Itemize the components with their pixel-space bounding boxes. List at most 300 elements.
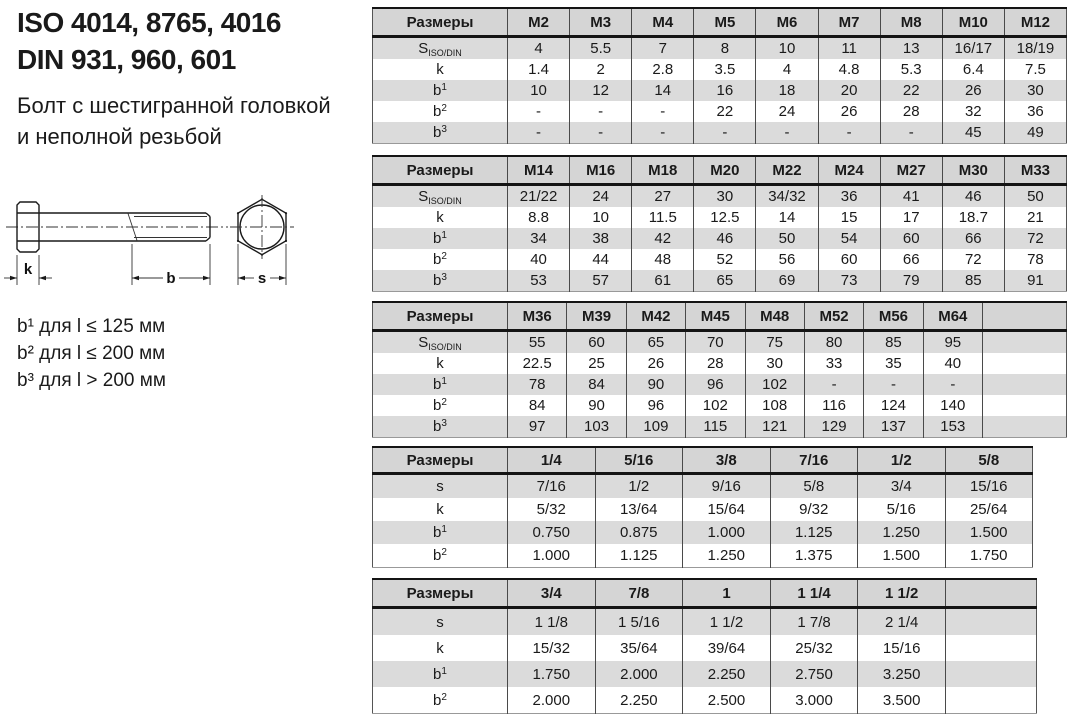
dimension-value-cell: 3.000: [770, 687, 858, 714]
dimension-value-cell: -: [864, 374, 923, 395]
b-arrow-right: [203, 276, 210, 280]
dimension-value-cell: 3.250: [858, 661, 946, 687]
dimension-value-cell: 0.750: [508, 521, 596, 544]
dimension-value-cell: 1.000: [508, 544, 596, 568]
empty-cell: [946, 635, 1037, 661]
column-header: 1: [683, 579, 771, 608]
dimension-value-cell: 78: [508, 374, 567, 395]
row-label: k: [436, 501, 444, 518]
dimension-value-cell: 53: [508, 270, 570, 292]
table-row: [373, 521, 1033, 544]
dimension-value-cell: 75: [745, 331, 804, 354]
footnotes: [17, 313, 166, 394]
row-label: s: [373, 608, 508, 636]
row-label: $b^3$: [373, 416, 508, 438]
table-row: [373, 353, 1067, 374]
dimension-value-cell: 17: [880, 207, 942, 228]
table-row: [373, 635, 1037, 661]
dimension-value-cell: 1 1/8: [508, 608, 596, 636]
row-label: $b^1$: [373, 228, 508, 249]
row-label: $b^3$: [373, 122, 508, 144]
dimension-value-cell: 96: [686, 374, 745, 395]
metric-table-m14-m33: [372, 155, 1067, 292]
dimension-value-cell: 102: [745, 374, 804, 395]
column-header: 7/8: [595, 579, 683, 608]
dimension-value-cell: 10: [570, 207, 632, 228]
column-header: M5: [694, 8, 756, 37]
dimension-value-cell: 16/17: [942, 37, 1004, 60]
bolt-technical-drawing: [0, 186, 330, 304]
dimension-value-cell: 85: [864, 331, 923, 354]
dimension-value-cell: 1.125: [595, 544, 683, 568]
subtitle-line-2: и неполной резьбой: [17, 124, 222, 149]
empty-column-header: [983, 302, 1067, 331]
dimension-value-cell: 55: [508, 331, 567, 354]
metric-table-m2-m12: [372, 7, 1067, 144]
k-arrow-right: [39, 276, 46, 280]
column-header: 5/16: [595, 447, 683, 474]
dimension-value-cell: 108: [745, 395, 804, 416]
page-subtitle: [17, 90, 331, 152]
dimension-value-cell: 95: [923, 331, 982, 354]
size-header-label: Размеры: [373, 447, 508, 474]
column-header: 1/2: [858, 447, 946, 474]
dimension-value-cell: 11.5: [632, 207, 694, 228]
dimension-value-cell: 13/64: [595, 498, 683, 521]
dimension-value-cell: 36: [818, 185, 880, 208]
table-row: [373, 374, 1067, 395]
dimension-value-cell: 24: [570, 185, 632, 208]
dimension-value-cell: 1.125: [770, 521, 858, 544]
dimension-value-cell: 42: [632, 228, 694, 249]
table-row: [373, 416, 1067, 438]
column-header: M33: [1004, 156, 1066, 185]
dimension-value-cell: 12: [570, 80, 632, 101]
table-row: [373, 661, 1037, 687]
row-label: $b^1$: [373, 80, 508, 101]
dimension-value-cell: 121: [745, 416, 804, 438]
column-header: M4: [632, 8, 694, 37]
column-header: M14: [508, 156, 570, 185]
dimension-value-cell: 16: [694, 80, 756, 101]
row-label: $b^2$: [433, 397, 447, 414]
dimension-value-cell: -: [804, 374, 863, 395]
column-header: 1 1/4: [770, 579, 858, 608]
dimension-value-cell: 34: [508, 228, 570, 249]
size-header-label: Размеры: [373, 8, 508, 37]
table-host-inch-large: [372, 578, 1037, 714]
table-row: [373, 395, 1067, 416]
dimension-value-cell: 41: [880, 185, 942, 208]
dimension-value-cell: 11: [818, 37, 880, 60]
dimension-value-cell: 15/16: [945, 474, 1033, 499]
dimension-value-cell: 102: [686, 395, 745, 416]
dimension-value-cell: 3.5: [694, 59, 756, 80]
dimension-value-cell: -: [508, 122, 570, 144]
row-label: s: [373, 474, 508, 499]
table-row: [373, 249, 1067, 270]
dimension-value-cell: 1.500: [945, 521, 1033, 544]
inch-table-threequarters-to-oneandhalf: [372, 578, 1037, 714]
dimension-value-cell: 65: [694, 270, 756, 292]
table-header-row: [373, 579, 1037, 608]
dimension-value-cell: 137: [864, 416, 923, 438]
dimension-value-cell: 7/16: [508, 474, 596, 499]
column-header: M48: [745, 302, 804, 331]
dimension-value-cell: 79: [880, 270, 942, 292]
dimension-value-cell: 50: [756, 228, 818, 249]
dimension-value-cell: 25/64: [945, 498, 1033, 521]
row-label: k: [436, 61, 444, 78]
dimension-value-cell: 30: [1004, 80, 1066, 101]
dimension-value-cell: 15/32: [508, 635, 596, 661]
s-dimension-label: s: [257, 270, 267, 287]
dimension-value-cell: 1.250: [858, 521, 946, 544]
dimension-value-cell: 60: [818, 249, 880, 270]
end-chamfer-top: [206, 213, 210, 217]
column-header: M24: [818, 156, 880, 185]
row-label: k: [436, 355, 444, 372]
column-header: M16: [570, 156, 632, 185]
footnote-b3: b³ для l > 200 мм: [17, 370, 166, 391]
dimension-value-cell: 1.4: [508, 59, 570, 80]
dimension-value-cell: 9/16: [683, 474, 771, 499]
dimension-value-cell: 32: [942, 101, 1004, 122]
dimension-value-cell: 9/32: [770, 498, 858, 521]
hex-vertex-mark: [237, 212, 239, 214]
dimension-value-cell: -: [880, 122, 942, 144]
dimension-value-cell: 7.5: [1004, 59, 1066, 80]
bolt-drawing-svg: [0, 186, 330, 304]
column-header: 7/16: [770, 447, 858, 474]
dimension-value-cell: 8.8: [508, 207, 570, 228]
row-label: $b^3$: [373, 270, 508, 292]
dimension-value-cell: 18/19: [1004, 37, 1066, 60]
dimension-value-cell: 30: [694, 185, 756, 208]
hex-vertex-mark: [285, 212, 287, 214]
dimension-value-cell: 2.8: [632, 59, 694, 80]
dimension-value-cell: 72: [942, 249, 1004, 270]
dimension-value-cell: 78: [1004, 249, 1066, 270]
dimension-value-cell: 140: [923, 395, 982, 416]
dimension-value-cell: 28: [686, 353, 745, 374]
table-row: [373, 608, 1037, 636]
column-header: M52: [804, 302, 863, 331]
empty-cell: [983, 331, 1067, 354]
dimension-value-cell: 73: [818, 270, 880, 292]
column-header: M7: [818, 8, 880, 37]
dimension-value-cell: 14: [756, 207, 818, 228]
dimension-value-cell: 4: [756, 59, 818, 80]
table-row: [373, 37, 1067, 60]
dimension-value-cell: 5.5: [570, 37, 632, 60]
dimension-value-cell: 2 1/4: [858, 608, 946, 636]
dimension-value-cell: 54: [818, 228, 880, 249]
dimension-value-cell: 50: [1004, 185, 1066, 208]
row-label: $b^2$: [433, 691, 447, 709]
table-row: [373, 270, 1067, 292]
footnote-b1: b¹ для l ≤ 125 мм: [17, 316, 166, 337]
dimension-value-cell: 25/32: [770, 635, 858, 661]
dimension-value-cell: 24: [756, 101, 818, 122]
column-header: M64: [923, 302, 982, 331]
dimension-value-cell: -: [818, 122, 880, 144]
dimension-value-cell: -: [923, 374, 982, 395]
dimension-value-cell: -: [694, 122, 756, 144]
dimension-value-cell: 1 7/8: [770, 608, 858, 636]
dimension-value-cell: -: [632, 122, 694, 144]
dimension-value-cell: 124: [864, 395, 923, 416]
dimension-value-cell: 3/4: [858, 474, 946, 499]
footnote-b2: b² для l ≤ 200 мм: [17, 343, 166, 364]
dimension-value-cell: -: [570, 122, 632, 144]
dimension-value-cell: 69: [756, 270, 818, 292]
dimension-value-cell: 10: [508, 80, 570, 101]
title-din-standards: DIN 931, 960, 601: [17, 44, 236, 75]
dimension-value-cell: -: [508, 101, 570, 122]
dimension-value-cell: 1/2: [595, 474, 683, 499]
dimension-value-cell: 90: [567, 395, 626, 416]
column-header: M12: [1004, 8, 1066, 37]
dimension-value-cell: -: [632, 101, 694, 122]
column-header: M10: [942, 8, 1004, 37]
dimension-value-cell: 2: [570, 59, 632, 80]
dimension-value-cell: 1.000: [683, 521, 771, 544]
b-arrow-left: [132, 276, 139, 280]
dimension-value-cell: 61: [632, 270, 694, 292]
empty-cell: [946, 661, 1037, 687]
metric-table-m36-m64: [372, 301, 1067, 438]
column-header: M30: [942, 156, 1004, 185]
table-row: [373, 80, 1067, 101]
dimension-value-cell: 96: [626, 395, 685, 416]
dimension-value-cell: 5.3: [880, 59, 942, 80]
column-header: M2: [508, 8, 570, 37]
column-header: 5/8: [945, 447, 1033, 474]
dimension-value-cell: 46: [694, 228, 756, 249]
table-host-inch-small: [372, 446, 1033, 568]
hex-vertex-mark: [285, 240, 287, 242]
empty-cell: [983, 374, 1067, 395]
column-header: M36: [508, 302, 567, 331]
dimension-value-cell: 2.500: [683, 687, 771, 714]
row-label: $b^1$: [373, 521, 508, 544]
dimension-value-cell: 2.000: [595, 661, 683, 687]
dimension-value-cell: 21/22: [508, 185, 570, 208]
end-chamfer-bottom: [206, 238, 210, 242]
dimension-value-cell: 3.500: [858, 687, 946, 714]
row-label: $S_{ISO/DIN}$: [373, 185, 508, 208]
row-label: k: [436, 209, 444, 226]
dimension-value-cell: 56: [756, 249, 818, 270]
empty-cell: [983, 395, 1067, 416]
dimension-value-cell: 4: [508, 37, 570, 60]
dimension-value-cell: 15: [818, 207, 880, 228]
dimension-value-cell: 25: [567, 353, 626, 374]
table-row: [373, 101, 1067, 122]
table-row: [373, 185, 1067, 208]
dimension-value-cell: 46: [942, 185, 1004, 208]
dimension-value-cell: 35/64: [595, 635, 683, 661]
dimension-value-cell: 4.8: [818, 59, 880, 80]
dimension-value-cell: 116: [804, 395, 863, 416]
dimension-value-cell: 66: [942, 228, 1004, 249]
dimension-value-cell: 129: [804, 416, 863, 438]
table-row: [373, 498, 1033, 521]
dimension-value-cell: 1 5/16: [595, 608, 683, 636]
table-row: [373, 331, 1067, 354]
dimension-value-cell: 15/64: [683, 498, 771, 521]
dimension-value-cell: 1.750: [945, 544, 1033, 568]
column-header: M22: [756, 156, 818, 185]
dimension-value-cell: 97: [508, 416, 567, 438]
row-label: k: [436, 639, 444, 657]
dimension-value-cell: 80: [804, 331, 863, 354]
row-label: $b^2$: [433, 251, 447, 268]
dimension-value-cell: -: [756, 122, 818, 144]
dimension-value-cell: 65: [626, 331, 685, 354]
table-row: [373, 59, 1067, 80]
dimension-value-cell: 0.875: [595, 521, 683, 544]
table-host-metric-m36-m64: [372, 301, 1067, 438]
dimension-value-cell: 40: [923, 353, 982, 374]
size-header-label: Размеры: [373, 579, 508, 608]
dimension-value-cell: 5/8: [770, 474, 858, 499]
dimension-value-cell: 10: [756, 37, 818, 60]
size-header-label: Размеры: [373, 302, 508, 331]
dimension-value-cell: 84: [567, 374, 626, 395]
dimension-value-cell: 33: [804, 353, 863, 374]
empty-column-header: [946, 579, 1037, 608]
dimension-value-cell: 15/16: [858, 635, 946, 661]
row-label: $S_{ISO/DIN}$: [373, 37, 508, 60]
dimension-value-cell: 26: [626, 353, 685, 374]
dimension-value-cell: 28: [880, 101, 942, 122]
dimension-value-cell: 18.7: [942, 207, 1004, 228]
dimension-value-cell: 1.375: [770, 544, 858, 568]
dimension-value-cell: 27: [632, 185, 694, 208]
column-header: M45: [686, 302, 745, 331]
dimension-value-cell: 52: [694, 249, 756, 270]
column-header: M20: [694, 156, 756, 185]
column-header: 3/4: [508, 579, 596, 608]
column-header: M6: [756, 8, 818, 37]
table-header-row: [373, 156, 1067, 185]
page-title: [17, 4, 281, 78]
column-header: M42: [626, 302, 685, 331]
column-header: 1/4: [508, 447, 596, 474]
hex-vertex-mark: [237, 240, 239, 242]
s-arrow-left: [238, 276, 245, 280]
row-label: $b^2$: [433, 547, 447, 564]
k-arrow-left: [10, 276, 17, 280]
table-row: [373, 474, 1033, 499]
title-iso-standards: ISO 4014, 8765, 4016: [17, 7, 281, 38]
dimension-value-cell: 5/32: [508, 498, 596, 521]
dimension-value-cell: 30: [745, 353, 804, 374]
column-header: M27: [880, 156, 942, 185]
table-row: [373, 207, 1067, 228]
dimension-value-cell: 26: [818, 101, 880, 122]
column-header: M56: [864, 302, 923, 331]
dimension-value-cell: 153: [923, 416, 982, 438]
column-header: 1 1/2: [858, 579, 946, 608]
dimension-value-cell: 90: [626, 374, 685, 395]
table-host-metric-m2-m12: [372, 7, 1067, 144]
dimension-value-cell: 1.500: [858, 544, 946, 568]
dimension-value-cell: 60: [567, 331, 626, 354]
dimension-value-cell: 22.5: [508, 353, 567, 374]
dimension-value-cell: 2.000: [508, 687, 596, 714]
dimension-value-cell: 60: [880, 228, 942, 249]
column-header: M3: [570, 8, 632, 37]
dimension-value-cell: 8: [694, 37, 756, 60]
dimension-value-cell: 103: [567, 416, 626, 438]
dimension-value-cell: 20: [818, 80, 880, 101]
empty-cell: [946, 608, 1037, 636]
dimension-value-cell: 49: [1004, 122, 1066, 144]
dimension-value-cell: 22: [694, 101, 756, 122]
dimension-value-cell: 91: [1004, 270, 1066, 292]
dimension-value-cell: 18: [756, 80, 818, 101]
dimension-value-cell: -: [570, 101, 632, 122]
table-row: [373, 122, 1067, 144]
dimension-value-cell: 1.250: [683, 544, 771, 568]
k-dimension-label: k: [23, 261, 33, 278]
b-dimension-label: b: [166, 270, 176, 287]
dimension-value-cell: 14: [632, 80, 694, 101]
dimension-value-cell: 22: [880, 80, 942, 101]
row-label: $b^2$: [433, 103, 447, 120]
dimension-value-cell: 34/32: [756, 185, 818, 208]
dimension-value-cell: 57: [570, 270, 632, 292]
dimension-value-cell: 115: [686, 416, 745, 438]
dimension-value-cell: 40: [508, 249, 570, 270]
dimension-value-cell: 2.750: [770, 661, 858, 687]
table-header-row: [373, 302, 1067, 331]
dimension-value-cell: 84: [508, 395, 567, 416]
size-header-label: Размеры: [373, 156, 508, 185]
dimension-value-cell: 26: [942, 80, 1004, 101]
column-header: M39: [567, 302, 626, 331]
dimension-value-cell: 13: [880, 37, 942, 60]
dimension-value-cell: 7: [632, 37, 694, 60]
row-label: $b^1$: [373, 374, 508, 395]
table-row: [373, 687, 1037, 714]
dimension-value-cell: 85: [942, 270, 1004, 292]
dimension-value-cell: 39/64: [683, 635, 771, 661]
empty-cell: [983, 416, 1067, 438]
dimension-value-cell: 36: [1004, 101, 1066, 122]
column-header: M8: [880, 8, 942, 37]
dimension-value-cell: 12.5: [694, 207, 756, 228]
dimension-value-cell: 5/16: [858, 498, 946, 521]
dimension-value-cell: 70: [686, 331, 745, 354]
table-host-metric-m14-m33: [372, 155, 1067, 292]
dimension-value-cell: 44: [570, 249, 632, 270]
row-label: $b^1$: [373, 661, 508, 687]
dimension-value-cell: 66: [880, 249, 942, 270]
row-label: $S_{ISO/DIN}$: [373, 331, 508, 354]
empty-cell: [983, 353, 1067, 374]
inch-table-quarter-to-fiveeighths: [372, 446, 1033, 568]
dimension-value-cell: 48: [632, 249, 694, 270]
dimension-value-cell: 2.250: [595, 687, 683, 714]
table-header-row: [373, 8, 1067, 37]
table-row: [373, 228, 1067, 249]
dimension-value-cell: 21: [1004, 207, 1066, 228]
dimension-value-cell: 2.250: [683, 661, 771, 687]
